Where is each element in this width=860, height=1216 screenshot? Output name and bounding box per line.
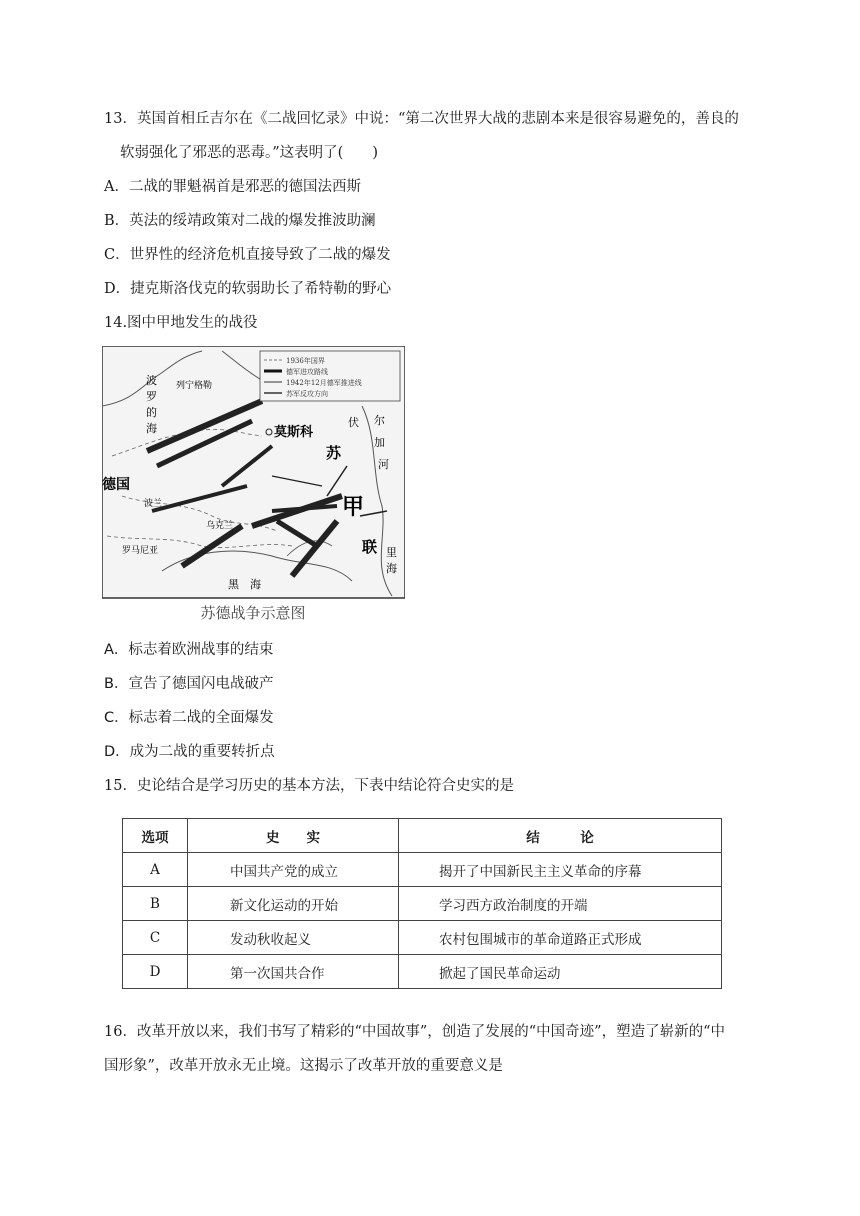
q16-stem-line1: 16．改革开放以来，我们书写了精彩的“中国故事”，创造了发展的“中国奇迹”，塑造了崭新的“中	[104, 1024, 726, 1040]
label-volga-3: 加	[374, 436, 385, 449]
label-baltic-1: 波	[146, 374, 157, 387]
q15-table	[122, 818, 722, 989]
header-option: 选项	[123, 819, 188, 853]
label-germany: 德国	[102, 477, 130, 493]
table-row	[123, 921, 722, 955]
header-conclusion: 结 论	[399, 819, 722, 853]
table-row	[123, 853, 722, 887]
row-fact: 新文化运动的开始	[188, 887, 399, 921]
q13-option-c: C．世界性的经济危机直接导致了二战的爆发	[104, 247, 391, 263]
label-leningrad: 列宁格勒	[176, 381, 213, 391]
label-baltic-4: 海	[146, 422, 157, 435]
header-fact: 史 实	[188, 819, 399, 853]
label-river: 河	[378, 458, 389, 471]
q16-stem-line2: 国形象”，改革开放永无止境。这揭示了改革开放的重要意义是	[104, 1058, 503, 1074]
label-poland: 波兰	[144, 499, 163, 509]
q13-option-b: B．英法的绥靖政策对二战的爆发推波助澜	[104, 213, 376, 229]
legend-item-attack: 德军进攻路线	[286, 368, 328, 376]
table-header-row	[123, 819, 722, 853]
q14-option-b: B．宣告了德国闪电战破产	[104, 676, 274, 692]
q14-option-a: A．标志着欧洲战事的结束	[104, 642, 274, 658]
label-jia: 甲	[342, 494, 365, 520]
row-fact: 中国共产党的成立	[188, 853, 399, 887]
label-black-sea: 黑 海	[228, 578, 261, 591]
row-conclusion: 揭开了中国新民主主义革命的序幕	[399, 853, 722, 887]
q14-option-d: D．成为二战的重要转折点	[104, 744, 275, 760]
label-caspian-2: 海	[386, 562, 397, 575]
label-baltic-3: 的	[146, 406, 157, 419]
row-conclusion: 农村包围城市的革命道路正式形成	[399, 921, 722, 955]
row-conclusion: 掀起了国民革命运动	[399, 955, 722, 989]
soviet-german-war-map	[102, 346, 405, 624]
row-option: B	[123, 887, 188, 921]
q14-stem: 14.图中甲地发生的战役	[104, 315, 258, 331]
row-option: C	[123, 921, 188, 955]
q14-option-c: C．标志着二战的全面爆发	[104, 710, 274, 726]
label-lian: 联	[362, 538, 378, 556]
label-romania: 罗马尼亚	[122, 546, 159, 556]
q13-stem-line1: 13．英国首相丘吉尔在《二战回忆录》中说：“第二次世界大战的悲剧本来是很容易避免的，善良的	[104, 111, 739, 127]
row-fact: 第一次国共合作	[188, 955, 399, 989]
table-row	[123, 955, 722, 989]
row-option: D	[123, 955, 188, 989]
table-row	[123, 887, 722, 921]
label-moscow: 莫斯科	[274, 425, 314, 440]
label-su: 苏	[326, 444, 342, 462]
label-baltic-2: 罗	[146, 390, 157, 403]
label-caspian-1: 里	[386, 546, 397, 559]
label-volga-2: 尔	[374, 414, 385, 427]
q13-option-d: D．捷克斯洛伐克的软弱助长了希特勒的野心	[104, 281, 392, 297]
row-option: A	[123, 853, 188, 887]
legend-item-counter: 苏军反攻方向	[286, 390, 328, 398]
q15-stem: 15．史论结合是学习历史的基本方法，下表中结论符合史实的是	[104, 778, 514, 794]
label-ukraine: 乌克兰	[206, 521, 234, 531]
row-conclusion: 学习西方政治制度的开端	[399, 887, 722, 921]
legend-item-border: 1936年国界	[286, 357, 325, 365]
q13-stem-line2: 软弱强化了邪恶的恶毒。”这表明了( )	[120, 145, 378, 161]
q13-option-a: A．二战的罪魁祸首是邪恶的德国法西斯	[104, 179, 361, 195]
legend-item-advance: 1942年12月德军推进线	[286, 379, 362, 387]
map-caption: 苏德战争示意图	[200, 604, 306, 622]
row-fact: 发动秋收起义	[188, 921, 399, 955]
label-volga-1: 伏	[348, 416, 359, 429]
